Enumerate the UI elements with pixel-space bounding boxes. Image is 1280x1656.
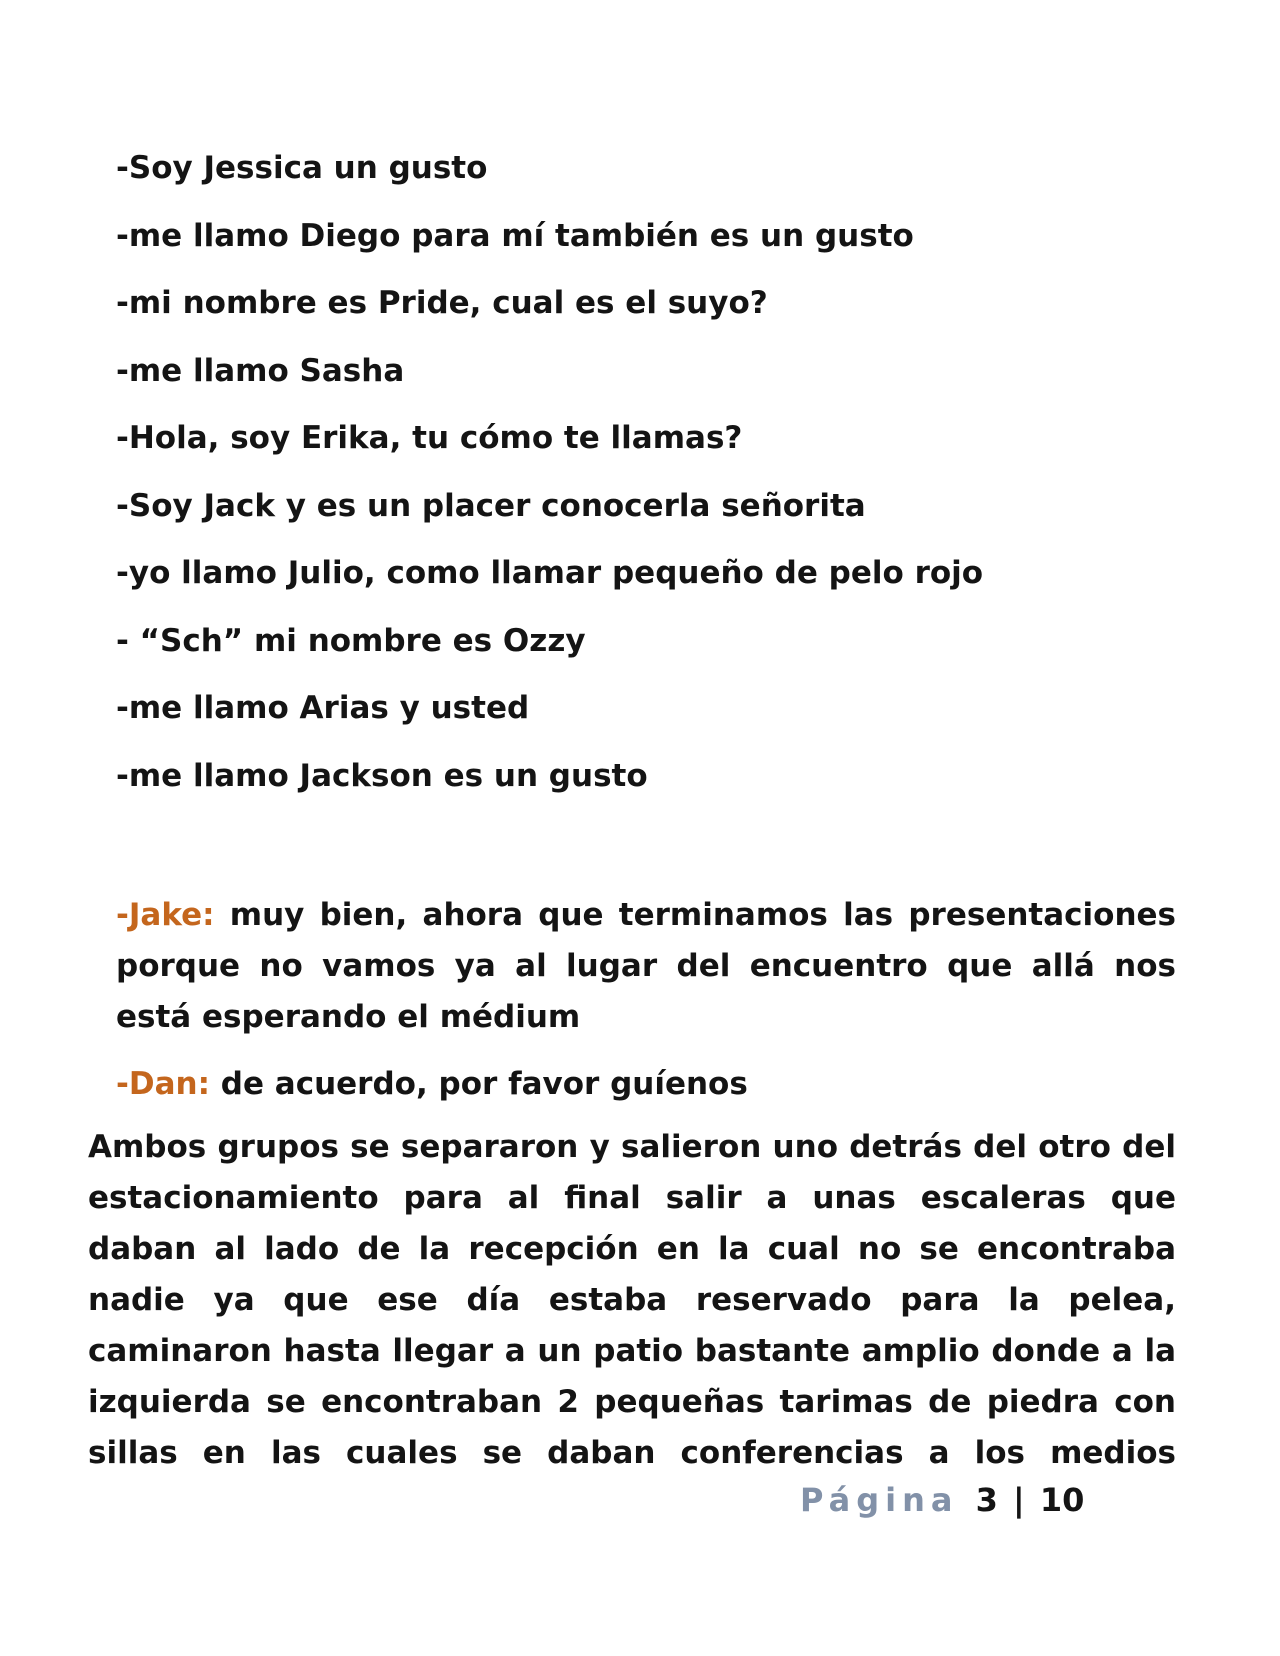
intro-line: -Soy Jack y es un placer conocerla señorita bbox=[116, 487, 866, 524]
dialogue-block bbox=[116, 890, 1176, 1126]
intro-line: -me llamo Jackson es un gusto bbox=[116, 757, 648, 794]
page-footer bbox=[800, 1480, 1084, 1520]
dialogue-line-jake bbox=[116, 890, 1176, 1043]
intro-line: - “Sch” mi nombre es Ozzy bbox=[116, 622, 586, 659]
intro-line: -yo llamo Julio, como llamar pequeño de pelo rojo bbox=[116, 555, 984, 591]
intro-line: -mi nombre es Pride, cual es el suyo? bbox=[116, 285, 768, 321]
intro-line: -me llamo Arias y usted bbox=[116, 690, 530, 726]
current-page-number: 3 bbox=[975, 1481, 998, 1519]
intro-line: -me llamo Sasha bbox=[116, 352, 405, 389]
intro-line: -me llamo Diego para mí también es un gusto bbox=[116, 217, 914, 254]
dialogue-text: de acuerdo, por favor guíenos bbox=[209, 1066, 748, 1102]
dialogue-line-dan bbox=[116, 1059, 1176, 1110]
narration-paragraph: Ambos grupos se separaron y salieron uno detrás del otro del estacionamiento para al final salir a unas escaleras que daban al lado de la recepción en la cual no se encontraba nadie ya que ese día estaba reservado para la pelea, caminaron hasta llegar a un patio bastante amplio donde a la izquierda se encontraban 2 pequeñas tarimas de piedra con sillas en las cuales se daban conferencias a los medios bbox=[88, 1129, 1176, 1471]
total-pages-number: 10 bbox=[1039, 1481, 1085, 1519]
speaker-name: -Jake: bbox=[116, 897, 215, 933]
page-separator: | bbox=[1012, 1481, 1025, 1519]
intro-line: -Soy Jessica un gusto bbox=[116, 150, 488, 186]
speaker-name: -Dan: bbox=[116, 1066, 210, 1102]
dialogue-text: muy bien, ahora que terminamos las presentaciones porque no vamos ya al lugar del encuentro que allá nos está esperando el médium bbox=[116, 897, 1176, 1035]
introductions-list bbox=[116, 148, 1176, 823]
page-label: Página bbox=[800, 1481, 959, 1519]
intro-line: -Hola, soy Erika, tu cómo te llamas? bbox=[116, 420, 743, 456]
